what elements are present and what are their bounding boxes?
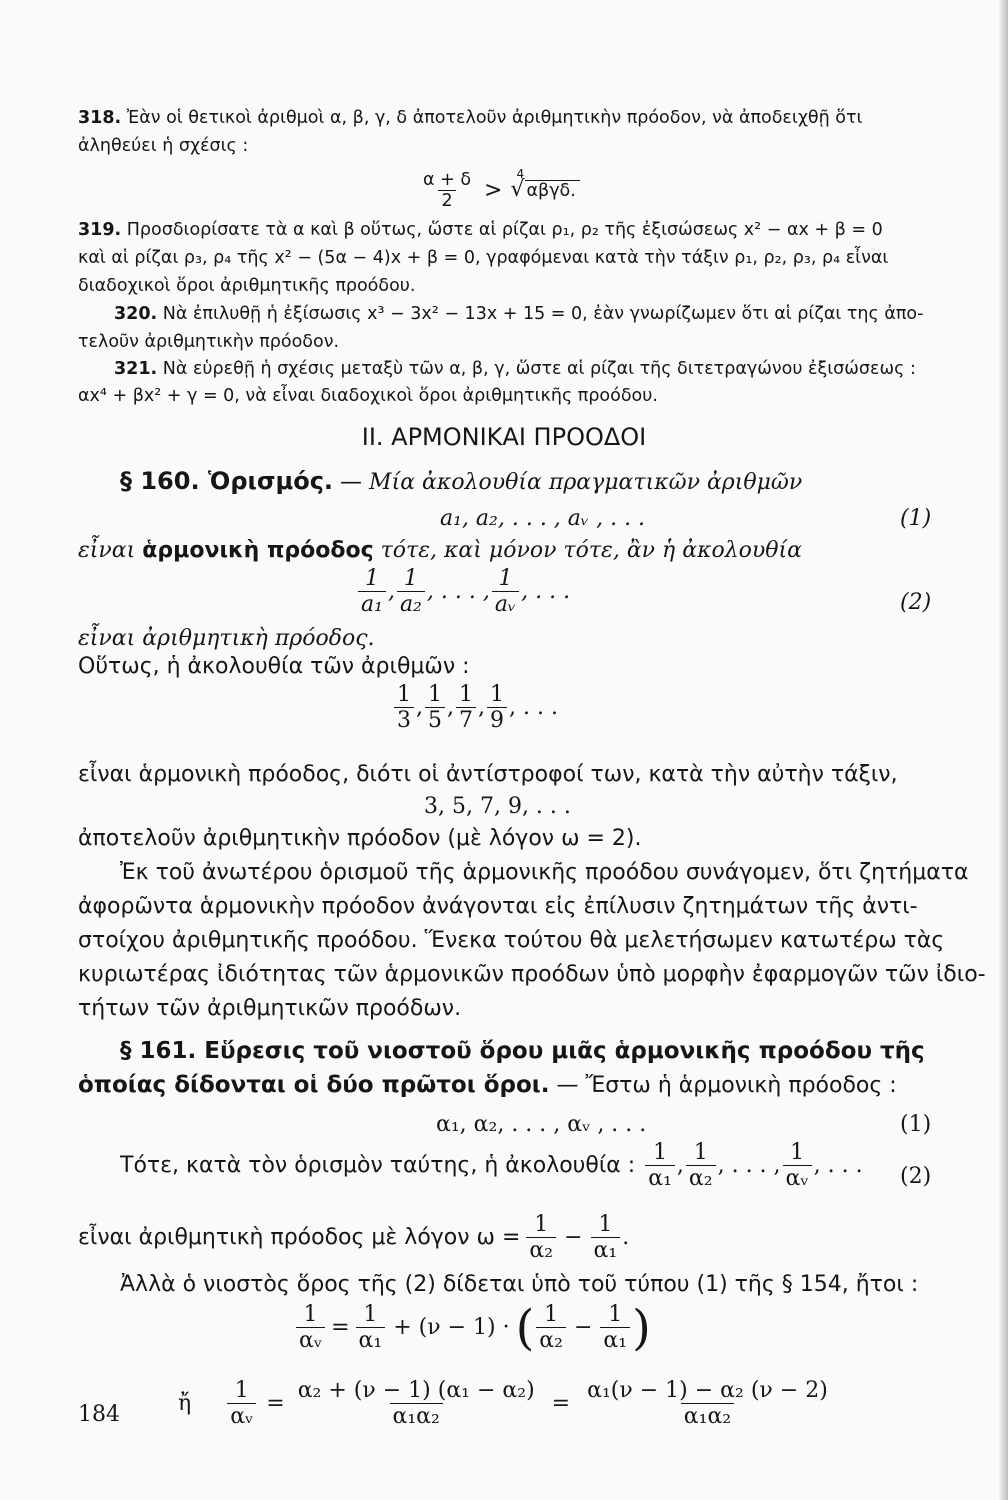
paragraph-line-5: τήτων τῶν ἀριθμητικῶν προόδων. [78, 996, 462, 1021]
greater-than-sign: > [484, 177, 503, 203]
formula-fraction: $\frac{\alpha + \delta}{2}$ [423, 170, 472, 212]
problem-320-line2: τελοῦν ἀριθμητικὴν πρόοδον. [78, 332, 340, 352]
plus-term: + (ν − 1) · [393, 1314, 510, 1340]
fraction-1-an: $\frac{1}{\text{aᵥ}}$ [492, 566, 519, 618]
paragraph-line-3: στοίχου ἀριθμητικῆς προόδου. Ἕνεκα τούτου θὰ μελετήσωμεν κατωτέρω τὰς [78, 928, 945, 953]
problem-320-number: 320. [114, 304, 158, 324]
fraction-1-a2: $\frac{1}{\text{a₂}}$ [397, 566, 425, 618]
root-index: 4 [516, 167, 525, 182]
example-conclusion: ἀποτελοῦν ἀριθμητικὴν πρόοδον (μὲ λόγον ω = 2). [78, 826, 642, 851]
harmonic-progression-term: ἁρμονικὴ πρόοδος [142, 538, 374, 563]
fraction-1-5: $\frac{1}{5}$ [425, 682, 445, 734]
example-explanation: εἶναι ἁρμονικὴ πρόοδος, διότι οἱ ἀντίστροφοί των, κατὰ τὴν αὐτὴν τάξιν, [78, 762, 898, 787]
section-160-heading-line [120, 464, 802, 500]
section-161-heading-rest: — Ἔστω ἡ ἁρμονικὴ πρόοδος : [556, 1073, 897, 1098]
fraction-1-7: $\frac{1}{7}$ [456, 682, 476, 734]
problem-321-line2: αx⁴ + βx² + γ = 0, νὰ εἶναι διαδοχικοὶ ὅροι ἀριθμητικῆς προόδου. [78, 386, 658, 406]
equation-number-s161-1: (1) [900, 1112, 932, 1137]
problem-318-line1 [78, 104, 862, 132]
problem-319-text: Προσδιορίσατε τὰ α καὶ β οὕτως, ὥστε αἱ ρίζαι ρ₁, ρ₂ τῆς ἐξισώσεως x² − αx + β = 0 [126, 220, 883, 240]
fraction-1-a1: $\frac{1}{\text{a₁}}$ [358, 566, 386, 618]
nth-term-text: Ἀλλὰ ὁ νιοστὸς ὅρος τῆς (2) δίδεται ὑπὸ τοῦ τύπου (1) τῆς § 154, ἤτοι : [120, 1272, 919, 1297]
sequence-a: a₁, a₂, . . . , aᵥ , . . . [440, 506, 646, 531]
section-161-heading: ὁποίας δίδονται οἱ δύο πρῶτοι ὅροι. [78, 1072, 550, 1098]
problem-319-number: 319. [78, 220, 122, 240]
problem-320-line1 [114, 300, 923, 328]
definition-pre: εἶναι [78, 538, 136, 563]
ellipsis: , . . . , [426, 578, 490, 604]
page-edge-shadow [998, 0, 1008, 1500]
paragraph-line-1: Ἐκ τοῦ ἀνωτέρου ὁρισμοῦ τῆς ἁρμονικῆς προόδου συνάγομεν, ὅτι ζητήματα [120, 860, 969, 885]
arithmetic-statement: εἶναι ἀριθμητικὴ πρόοδος. [78, 626, 375, 651]
problem-318-formula [418, 167, 580, 212]
ratio-line [78, 1212, 629, 1264]
section-160-heading: § 160. Ὁρισμός. [120, 467, 334, 495]
section-160-intro: Μία ἀκολουθία πραγματικῶν ἀριθμῶν [369, 470, 803, 495]
ratio-text: εἶναι ἀριθμητικὴ πρόοδος μὲ λόγον ω = [78, 1224, 521, 1250]
example-intro: Οὕτως, ἡ ἀκολουθία τῶν ἀριθμῶν : [78, 654, 470, 679]
problem-318-text: Ἐὰν οἱ θετικοὶ ἀριθμοὶ α, β, γ, δ ἀποτελοῦν ἀριθμητικὴν πρόοδον, νὰ ἀποδειχθῇ ὅτι [126, 108, 863, 128]
ellipsis-tail: , . . . [521, 578, 571, 604]
fourth-root: 4 √ αβγδ. [510, 176, 579, 205]
problem-318-number: 318. [78, 108, 122, 128]
definition-post: τότε, καὶ μόνον τότε, ἂν ἡ ἀκολουθία [380, 538, 803, 563]
example-arithmetic-sequence: 3, 5, 7, 9, . . . [424, 794, 571, 819]
eta-word: ἤ [178, 1390, 192, 1416]
section-161-heading-line2 [78, 1068, 897, 1103]
problem-321-number: 321. [114, 359, 158, 379]
fraction-1-9: $\frac{1}{9}$ [487, 682, 507, 734]
problem-319-line3: διαδοχικοὶ ὅροι ἀριθμητικῆς προόδου. [78, 276, 416, 296]
problem-319-line2: καὶ αἱ ρίζαι ρ₃, ρ₄ τῆς x² − (5α − 4)x + β = 0, γραφόμεναι κατὰ τὴν τάξιν ρ₁, ρ₂, ρ₃, ρ₄ εἶναι [78, 248, 889, 268]
section-title: II. ΑΡΜΟΝΙΚΑΙ ΠΡΟΟΔΟΙ [361, 423, 647, 451]
problem-318-line2: ἀληθεύει ἡ σχέσις : [78, 136, 249, 156]
fraction-1-3: $\frac{1}{3}$ [394, 682, 414, 734]
nth-term-formula: $\frac{1}{\text{αᵥ}}$ = $\frac{1}{\text{α₁}}$ + (ν − 1) · ( $\frac{1}{\text{α₂}}$ − $\frac{1}{\text{α₁}}$ ) [294, 1302, 651, 1354]
problem-321-text: Νὰ εὑρεθῇ ἡ σχέσις μεταξὺ τῶν α, β, γ, ὥστε αἱ ρίζαι τῆς διτετραγώνου ἐξισώσεως : [162, 359, 916, 379]
heading-dash: — [340, 470, 363, 495]
final-formula: ἤ $\frac{1}{\text{αᵥ}}$ = $\frac{\text{α₂ + (ν − 1) (α₁ − α₂)}}{\text{α₁α₂}}$ = $\frac{\text{α₁(ν − 1) − α₂ (ν − 2)}}{\text{α₁α₂}}$ [178, 1378, 828, 1430]
reciprocal-definition-line [120, 1140, 863, 1192]
equation-number-2: (2) [900, 590, 932, 615]
example-ellipsis: , . . . [509, 694, 558, 720]
problem-320-text: Νὰ ἐπιλυθῇ ἡ ἐξίσωσις x³ − 3x² − 13x + 15 = 0, ἐὰν γνωρίζωμεν ὅτι αἱ ρίζαι της ἀπο- [162, 304, 924, 324]
then-text: Τότε, κατὰ τὸν ὁρισμὸν ταύτης, ἡ ἀκολουθία : [120, 1152, 636, 1178]
equation-number-s161-2: (2) [900, 1164, 932, 1189]
definition-line [78, 534, 802, 568]
paragraph-line-4: κυριωτέρας ἰδιότητας τῶν ἁρμονικῶν προόδων ὑπὸ μορφὴν ἐφαρμογῶν τῶν ἰδιο- [78, 962, 986, 987]
root-body: αβγδ. [525, 180, 580, 201]
reciprocal-sequence-alpha: $\frac{1}{\text{α₁}}$ , $\frac{1}{\text{α₂}}$ , . . . , $\frac{1}{\text{αᵥ}}$ , . . . [643, 1140, 862, 1192]
section-161-heading-line1: § 161. Εὕρεσις τοῦ νιοστοῦ ὅρου μιᾶς ἁρμονικῆς προόδου τῆς [120, 1038, 925, 1064]
reciprocal-sequence: $\frac{1}{\text{a₁}}$ , $\frac{1}{\text{a₂}}$ , . . . , $\frac{1}{\text{aᵥ}}$ , . . . [356, 566, 570, 618]
example-harmonic-sequence: $\frac{1}{3}$ , $\frac{1}{5}$ , $\frac{1}{7}$ , $\frac{1}{9}$ , . . . [392, 682, 558, 734]
equation-number-1: (1) [900, 506, 932, 531]
problem-321-line1 [114, 355, 916, 383]
problem-319-line1 [78, 216, 883, 244]
harmonic-sequence-alpha: α₁, α₂, . . . , αᵥ , . . . [436, 1112, 647, 1137]
ratio-formula: $\frac{1}{\text{α₂}}$ − $\frac{1}{\text{α₁}}$ . [524, 1212, 629, 1264]
page-number: 184 [78, 1402, 120, 1427]
paragraph-line-2: ἀφορῶντα ἁρμονικὴν πρόοδον ἀνάγονται εἰς ἐπίλυσιν ζητημάτων τῆς ἀντι- [78, 894, 918, 919]
